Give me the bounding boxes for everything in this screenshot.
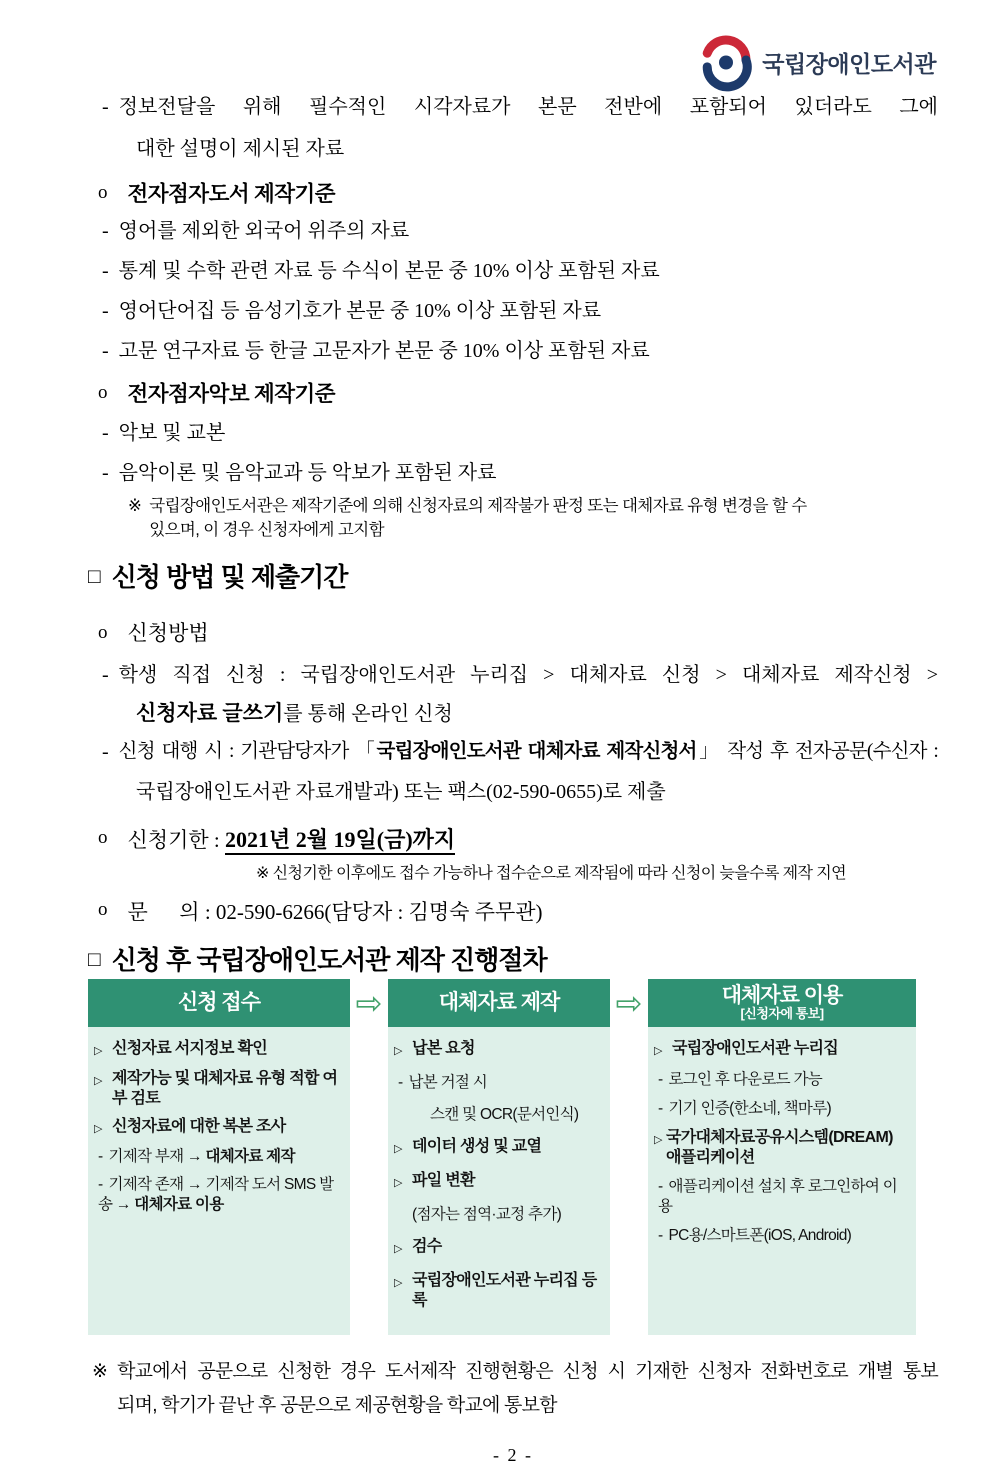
flow-item: - 로그인 후 다운로드 가능 [658, 1071, 823, 1088]
library-logo [700, 34, 936, 91]
reference-mark-icon: ※ [128, 497, 142, 515]
circle-bullet: o [98, 827, 108, 848]
flow-item: - 납본 거절 시 [398, 1074, 488, 1091]
flow-item: - 기제작 존재 → 기제작 도서 SMS 발송 → 대체자료 이용 [98, 1176, 334, 1213]
dash-bullet: - [658, 1071, 663, 1088]
flow-item: 스캔 및 OCR(문서인식) [430, 1106, 579, 1123]
dash-bullet: - [102, 664, 109, 686]
dash-bullet: - [102, 462, 109, 484]
government-emblem-icon [700, 34, 752, 91]
flow-item: ▷ 국가대체자료공유시스템(DREAM) 애플리케이션 [654, 1129, 893, 1166]
flow-item: - 기기 인증(한소네, 책마루) [658, 1100, 831, 1117]
triangle-bullet-icon: ▷ [654, 1134, 662, 1146]
triangle-bullet-icon: ▷ [394, 1143, 402, 1155]
dash-bullet: - [398, 1074, 403, 1091]
list-item: - 정보전달을 위해 필수적인 시각자료가 본문 전반에 포함되어 있더라도 그에 [102, 96, 938, 118]
reference-note: ※ 국립장애인도서관은 제작기준에 의해 신청자료의 제작불가 판정 또는 대체자료 유형 변경을 할 수 있으며, 이 경우 신청자에게 고지함 [128, 494, 938, 542]
flow-item: ▷ 파일 변환 [394, 1171, 602, 1193]
circle-bullet: o [98, 382, 108, 403]
triangle-bullet-icon: ▷ [94, 1075, 102, 1087]
deadline-note: ※ 신청기한 이후에도 접수 가능하나 접수순으로 제작됨에 따라 신청이 늦을수록 제작 지연 [256, 865, 846, 882]
contact-phone: 02-590-6266(담당자 : 김명숙 주무관) [215, 900, 543, 924]
flow-item: ▷ 국립장애인도서관 누리집 [654, 1039, 908, 1061]
dash-bullet: - [102, 96, 109, 118]
flow-header: 대체자료 제작 [388, 979, 610, 1027]
page-number: - 2 - [493, 1445, 533, 1465]
circle-bullet: o [98, 622, 108, 643]
flow-item: - PC용/스마트폰(iOS, Android) [658, 1227, 852, 1244]
list-item: - 통계 및 수학 관련 자료 등 수식이 본문 중 10% 이상 포함된 자료 [102, 260, 660, 282]
section-title-apply: □ 신청 방법 및 제출기간 [88, 562, 348, 592]
flow-arrow-icon: ⇨ [355, 984, 383, 1022]
flow-arrow-icon: ⇨ [615, 984, 643, 1022]
triangle-bullet-icon: ▷ [394, 1277, 402, 1289]
list-item-continuation: 신청자료 글쓰기를 통해 온라인 신청 [136, 701, 453, 725]
triangle-bullet-icon: ▷ [654, 1045, 662, 1057]
triangle-bullet-icon: ▷ [94, 1123, 102, 1135]
flow-header: 신청 접수 [88, 979, 350, 1027]
flow-item: ▷ 제작가능 및 대체자료 유형 적합 여부 검토 [94, 1070, 338, 1107]
flow-header-sub: [신청자에 통보] [740, 1006, 824, 1021]
dash-bullet: - [102, 220, 109, 242]
flow-column-production [388, 979, 610, 1335]
flow-column-use [648, 979, 916, 1335]
dash-bullet: - [102, 422, 109, 444]
flow-item: ▷ 신청자료에 대한 복본 조사 [94, 1117, 342, 1139]
deadline-value: 2021년 2월 19일(금)까지 [225, 827, 455, 855]
section-title-process: □ 신청 후 국립장애인도서관 제작 진행절차 [88, 945, 547, 975]
list-item: - 고문 연구자료 등 한글 고문자가 본문 중 10% 이상 포함된 자료 [102, 340, 650, 362]
dash-bullet: - [98, 1148, 103, 1165]
reference-mark-icon: ※ [92, 1361, 108, 1382]
list-item-continuation: 국립장애인도서관 자료개발과) 또는 팩스(02-590-0655)로 제출 [136, 781, 666, 803]
list-item-proxy-apply: - 신청 대행 시 : 기관담당자가 「국립장애인도서관 대체자료 제작신청서」 작성 후 전자공문(수신자 : [102, 741, 938, 763]
list-item: - 영어단어집 등 음성기호가 본문 중 10% 이상 포함된 자료 [102, 300, 602, 322]
process-flowchart [88, 979, 938, 1335]
square-bullet-icon: □ [88, 565, 100, 588]
flow-item: ▷ 데이터 생성 및 교열 [394, 1137, 602, 1159]
flow-item: ▷ 신청자료 서지정보 확인 [94, 1039, 342, 1061]
triangle-bullet-icon: ▷ [394, 1177, 402, 1189]
subsection-title-braille-book: o 전자점자도서 제작기준 [98, 182, 336, 206]
footer-note: ※ 학교에서 공문으로 신청한 경우 도서제작 진행현황은 신청 시 기재한 신청자 전화번호로 개별 통보 되며, 학기가 끝난 후 공문으로 제공현황을 학교에 통보함 [88, 1355, 938, 1423]
list-item-continuation: 대한 설명이 제시된 자료 [136, 138, 345, 160]
dash-bullet: - [98, 1176, 103, 1193]
square-bullet-icon: □ [88, 948, 100, 971]
flow-item: ▷ 국립장애인도서관 누리집 등록 [394, 1272, 597, 1309]
subsection-title-method: o 신청방법 [98, 621, 209, 645]
contact-line: o 문 의 : 02-590-6266(담당자 : 김명숙 주무관) [98, 899, 543, 924]
flow-item: (점자는 점역·교정 추가) [412, 1206, 562, 1223]
dash-bullet: - [658, 1227, 663, 1244]
circle-bullet: o [98, 899, 108, 920]
flow-item: ▷ 검수 [394, 1237, 602, 1259]
flow-item: ▷ 납본 요청 [394, 1039, 602, 1061]
flow-item: - 기제작 부재 → 대체자료 제작 [98, 1148, 295, 1165]
triangle-bullet-icon: ▷ [394, 1045, 402, 1057]
flow-item: - 애플리케이션 설치 후 로그인하여 이용 [658, 1178, 897, 1215]
list-item: - 영어를 제외한 외국어 위주의 자료 [102, 220, 410, 242]
dash-bullet: - [658, 1100, 663, 1117]
subsection-title-braille-score: o 전자점자악보 제작기준 [98, 382, 336, 406]
reference-mark-icon: ※ [256, 865, 269, 882]
dash-bullet: - [102, 340, 109, 362]
flow-header: 대체자료 이용 [신청자에 통보] [648, 979, 916, 1027]
logo-title: 국립장애인도서관 [762, 51, 936, 77]
list-item: - 악보 및 교본 [102, 422, 226, 444]
flow-column-reception [88, 979, 350, 1335]
circle-bullet: o [98, 182, 108, 203]
dash-bullet: - [102, 260, 109, 282]
deadline-line: o 신청기한 : 2021년 2월 19일(금)까지 [88, 825, 938, 855]
dash-bullet: - [658, 1178, 663, 1195]
triangle-bullet-icon: ▷ [394, 1243, 402, 1255]
triangle-bullet-icon: ▷ [94, 1045, 102, 1057]
document-body [88, 94, 938, 1466]
list-item: - 음악이론 및 음악교과 등 악보가 포함된 자료 [102, 462, 497, 484]
list-item-direct-apply: - 학생 직접 신청 : 국립장애인도서관 누리집 > 대체자료 신청 > 대체자료 제작신청 > [102, 664, 938, 686]
dash-bullet: - [102, 300, 109, 322]
dash-bullet: - [102, 741, 109, 763]
